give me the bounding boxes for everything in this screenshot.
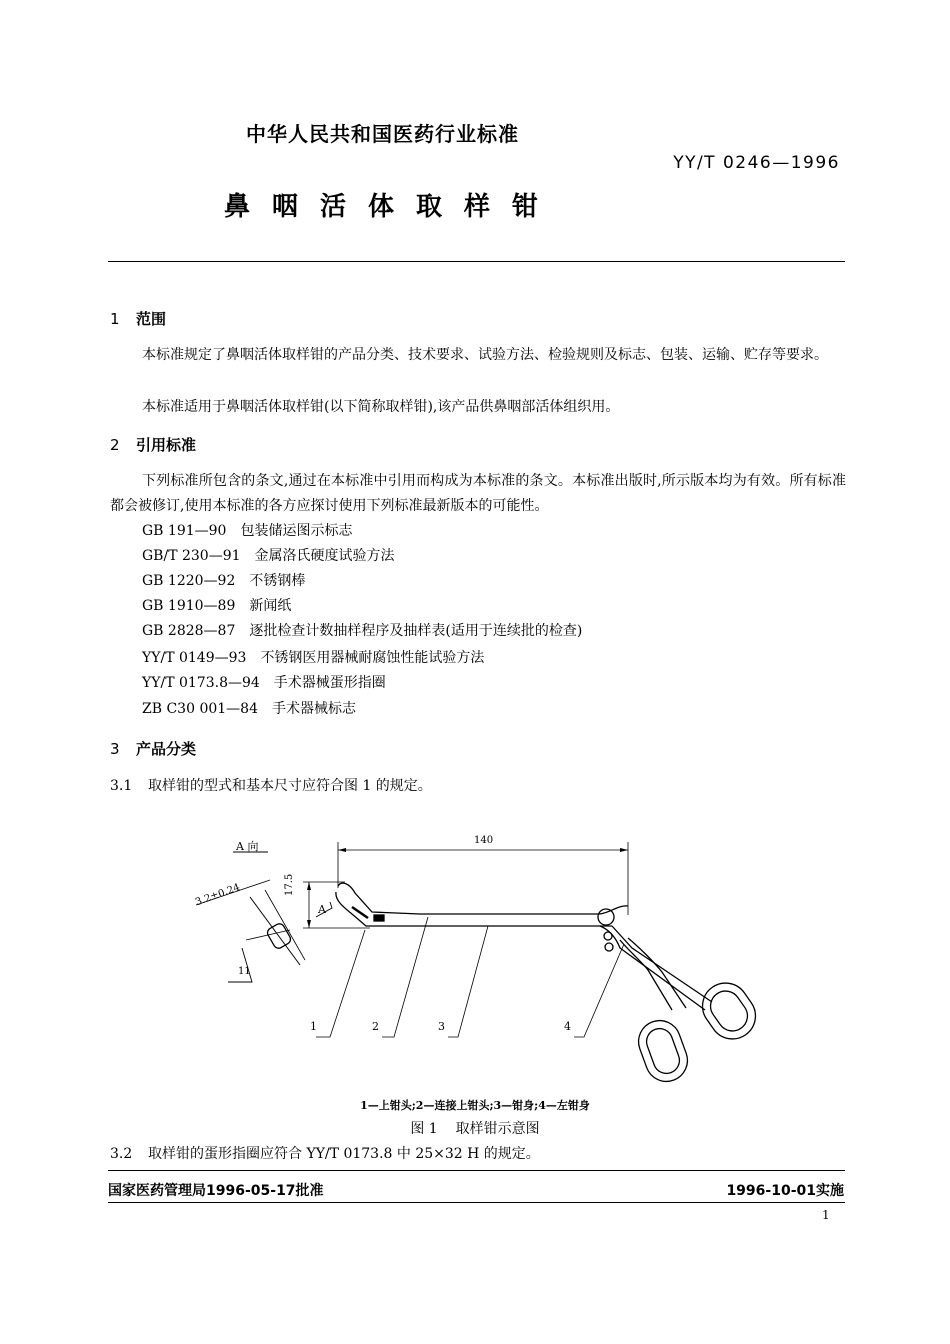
- clause-number: 3.1: [110, 778, 133, 794]
- reference-code: GB 1220—92: [142, 573, 236, 589]
- dimension-length: 140: [474, 835, 494, 846]
- section-title: 产品分类: [136, 740, 197, 758]
- dimension-thickness: 3.2±0.24: [194, 882, 242, 909]
- approval-line: 国家医药管理局1996-05-17批准: [108, 1183, 324, 1199]
- header-divider: [108, 261, 845, 262]
- reference-title: 手术器械标志: [271, 701, 356, 717]
- forceps-diagram: [180, 828, 780, 1096]
- section-title: 范围: [136, 310, 167, 328]
- reference-item: [142, 698, 356, 718]
- reference-title: 不锈钢棒: [249, 573, 306, 589]
- footer-divider: [108, 1170, 845, 1171]
- reference-title: 金属洛氏硬度试验方法: [254, 548, 395, 564]
- part-callout: 4: [564, 1020, 571, 1033]
- reference-item: [142, 570, 305, 590]
- section-2-heading: [110, 434, 196, 455]
- section-1-heading: [110, 308, 166, 329]
- clause-text: 取样钳的型式和基本尺寸应符合图 1 的规定。: [148, 778, 432, 794]
- clause-text: 取样钳的蛋形指圈应符合 YY/T 0173.8 中 25×32 H 的规定。: [148, 1146, 540, 1162]
- paragraph: 本标准规定了鼻咽活体取样钳的产品分类、技术要求、试验方法、检验规则及标志、包装、运输、贮存等要求。: [142, 347, 828, 363]
- reference-item: [142, 647, 484, 667]
- section-number: 2: [110, 436, 120, 454]
- section-number: 3: [110, 740, 120, 758]
- reference-code: ZB C30 001—84: [142, 701, 258, 717]
- reference-code: YY/T 0173.8—94: [142, 675, 260, 691]
- clause-number: 3.2: [110, 1146, 133, 1162]
- reference-code: GB 1910—89: [142, 598, 236, 614]
- section-title: 引用标准: [136, 436, 197, 454]
- reference-item: [142, 595, 291, 615]
- view-label: A 向: [236, 840, 259, 853]
- roughness-mark: 11: [238, 966, 251, 977]
- reference-item: [142, 620, 582, 640]
- reference-item: [142, 545, 395, 565]
- section-number: 1: [110, 310, 120, 328]
- clause-3-1: [110, 775, 432, 795]
- page-number: 1: [822, 1208, 830, 1222]
- reference-title: 不锈钢医用器械耐腐蚀性能试验方法: [260, 650, 485, 666]
- implementation-date: 1996-10-01实施: [726, 1183, 844, 1199]
- part-callout: 1: [310, 1020, 317, 1033]
- dimension-height: 17.5: [284, 873, 295, 896]
- reference-title: 手术器械蛋形指圈: [273, 675, 386, 691]
- section-3-heading: [110, 738, 196, 759]
- view-arrow-label: A: [318, 903, 326, 916]
- figure-caption: [0, 1118, 950, 1138]
- reference-code: YY/T 0149—93: [142, 650, 247, 666]
- figure-legend: 1—上钳头;2—连接上钳头;3—钳身;4—左钳身: [360, 1099, 590, 1112]
- reference-title: 新闻纸: [249, 598, 292, 614]
- reference-title: 包装储运图示标志: [240, 523, 353, 539]
- document-title: 鼻咽活体取样钳: [224, 192, 561, 222]
- figure-number: 图 1: [410, 1121, 438, 1137]
- clause-3-2: [110, 1143, 540, 1163]
- figure-caption-text: 取样钳示意图: [455, 1121, 540, 1137]
- reference-item: [142, 672, 386, 692]
- reference-code: GB 191—90: [142, 523, 227, 539]
- part-callout: 3: [438, 1020, 445, 1033]
- footer-bottom-divider: [108, 1202, 845, 1203]
- reference-item: [142, 520, 352, 540]
- reference-title: 逐批检查计数抽样程序及抽样表(适用于连续批的检查): [249, 623, 583, 639]
- reference-code: GB 2828—87: [142, 623, 236, 639]
- standard-number: YY/T 0246—1996: [673, 153, 840, 173]
- part-callout: 2: [372, 1020, 379, 1033]
- issuer-title: 中华人民共和国医药行业标准: [246, 122, 519, 146]
- reference-code: GB/T 230—91: [142, 548, 241, 564]
- paragraph: 下列标准所包含的条文,通过在本标准中引用而构成为本标准的条文。本标准出版时,所示版本均为有效。所有标准都会被修订,使用本标准的各方应探讨使用下列标准最新版本的可能性。: [110, 473, 846, 514]
- paragraph: 本标准适用于鼻咽活体取样钳(以下简称取样钳),该产品供鼻咽部活体组织用。: [142, 399, 620, 415]
